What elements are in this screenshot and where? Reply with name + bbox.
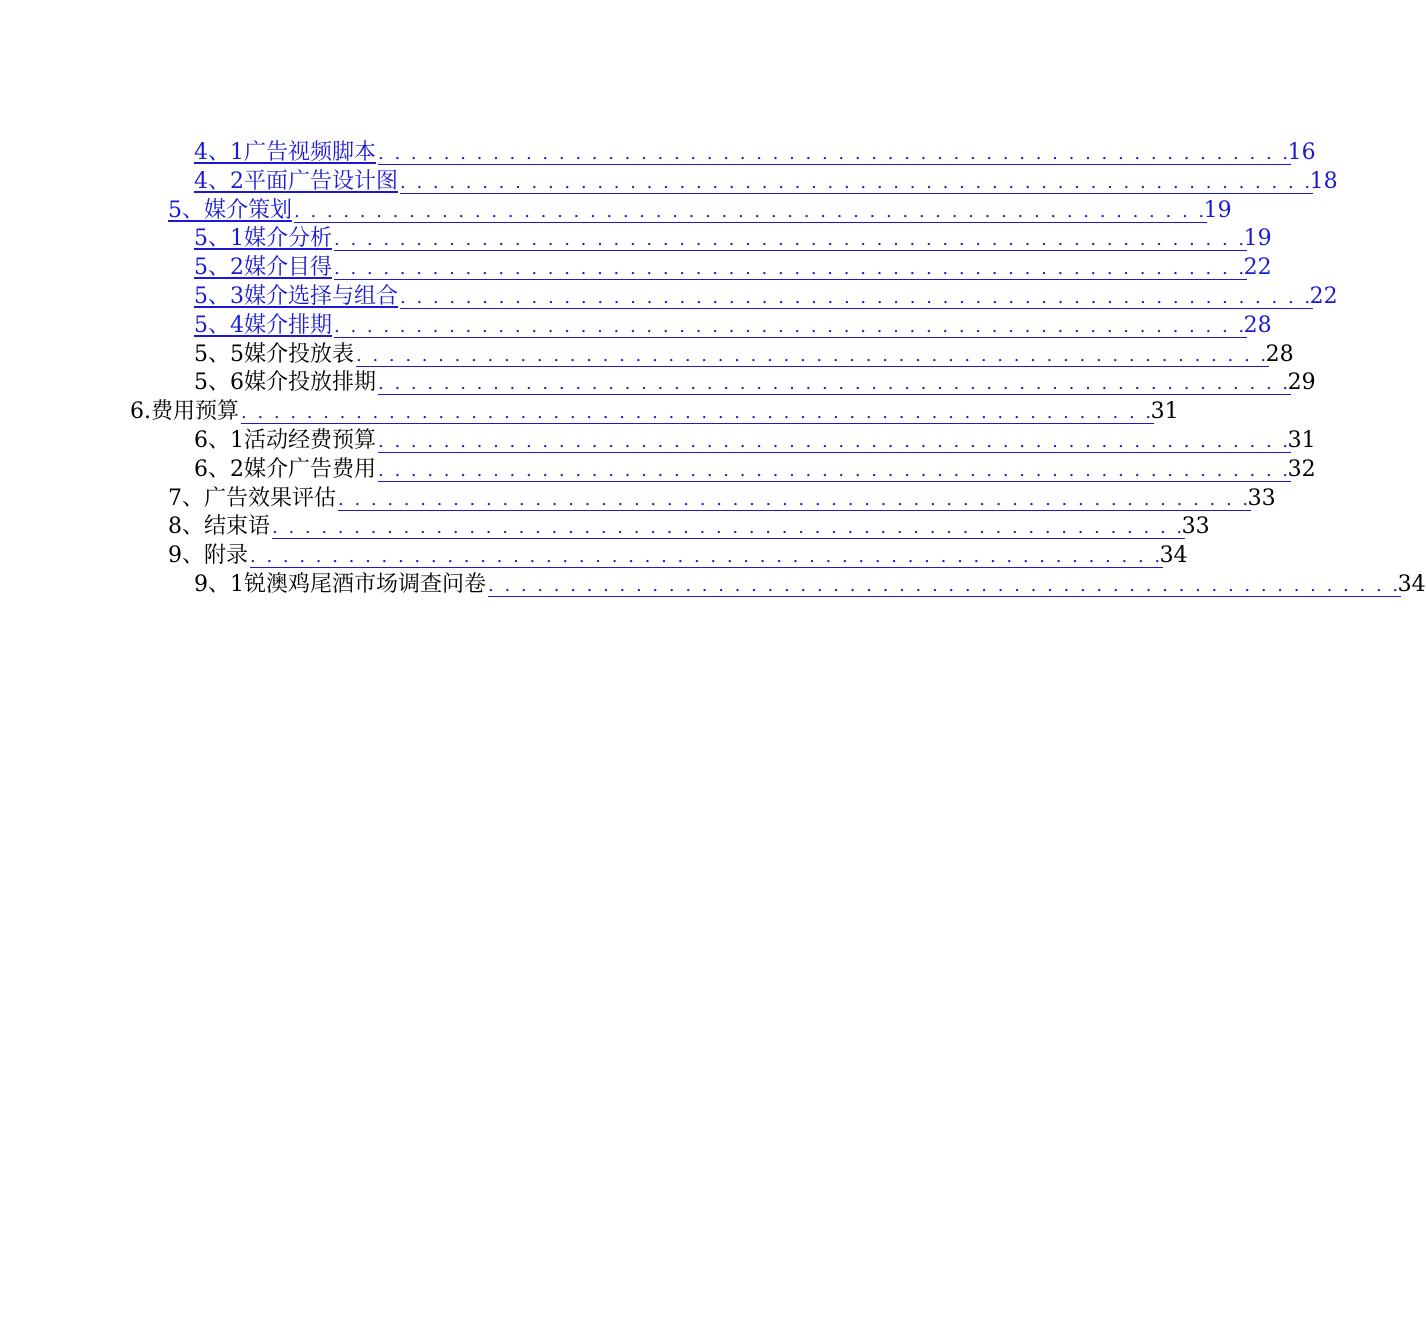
toc-entry-title[interactable]: 5、5媒介投放表 [194,341,354,367]
toc-dot-leader: . . . . . . . . . . . . . . . . . . . . . . . . . . . . . . . . . . . . . . . . . . . . . . . . . . . . . . . . [272,517,1185,539]
toc-dot-leader: . . . . . . . . . . . . . . . . . . . . . . . . . . . . . . . . . . . . . . . . . . . . . . . . . . . . . . . . [334,315,1247,337]
toc-page-number[interactable]: 31 [1287,427,1316,453]
toc-entry-title[interactable]: 9、附录 [168,543,248,569]
toc-dot-leader: . . . . . . . . . . . . . . . . . . . . . . . . . . . . . . . . . . . . . . . . . . . . . . . . . . . . . . . . [400,171,1313,193]
toc-entry[interactable] [0,485,1276,514]
toc-dot-leader: . . . . . . . . . . . . . . . . . . . . . . . . . . . . . . . . . . . . . . . . . . . . . . . . . . . . . . . . [356,344,1269,366]
toc-entry-title[interactable]: 8、结束语 [168,514,270,540]
toc-entry[interactable] [0,283,1338,312]
toc-dot-leader: . . . . . . . . . . . . . . . . . . . . . . . . . . . . . . . . . . . . . . . . . . . . . . . . . . . . . . . . [378,143,1291,164]
toc-page-number[interactable]: 28 [1265,341,1294,367]
toc-entry[interactable] [0,341,1294,370]
toc-entry[interactable] [0,398,1179,427]
toc-page-number[interactable]: 22 [1309,283,1338,309]
toc-entry-title[interactable]: 5、6媒介投放排期 [194,370,376,396]
toc-entry-title[interactable]: 5、3媒介选择与组合 [194,283,398,309]
toc-entry[interactable] [0,456,1316,485]
toc-page-number[interactable]: 18 [1309,168,1338,194]
toc-entry[interactable] [0,542,1188,571]
toc-entry-title[interactable]: 4、2平面广告设计图 [194,168,398,194]
toc-entry[interactable] [0,427,1316,456]
toc-page-number[interactable]: 19 [1203,197,1232,223]
toc-dot-leader: . . . . . . . . . . . . . . . . . . . . . . . . . . . . . . . . . . . . . . . . . . . . . . . . . . . . . . . . [378,459,1291,481]
toc-entry[interactable] [0,139,1316,168]
toc-page-number[interactable]: 33 [1181,514,1210,540]
toc-dot-leader: . . . . . . . . . . . . . . . . . . . . . . . . . . . . . . . . . . . . . . . . . . . . . . . . . . . . . . . . [241,402,1154,424]
toc-entry[interactable] [0,254,1272,283]
toc-page-number[interactable]: 29 [1287,370,1316,396]
toc-page-number[interactable]: 34 [1159,543,1188,569]
toc-entry-title[interactable]: 5、4媒介排期 [194,312,332,338]
toc-dot-leader: . . . . . . . . . . . . . . . . . . . . . . . . . . . . . . . . . . . . . . . . . . . . . . . . . . . . . . . . [488,574,1401,596]
toc-entry[interactable] [0,168,1338,197]
toc-entry-title[interactable]: 7、广告效果评估 [168,485,336,511]
toc-page-number[interactable]: 22 [1243,255,1272,281]
toc-entry-title[interactable]: 6.费用预算 [130,399,239,425]
toc-dot-leader: . . . . . . . . . . . . . . . . . . . . . . . . . . . . . . . . . . . . . . . . . . . . . . . . . . . . . . . . [400,286,1313,308]
table-of-contents [0,139,1426,600]
toc-dot-leader: . . . . . . . . . . . . . . . . . . . . . . . . . . . . . . . . . . . . . . . . . . . . . . . . . . . . . . . . [378,373,1291,395]
toc-entry-title[interactable]: 9、1锐澳鸡尾酒市场调查问卷 [194,571,486,597]
toc-entry[interactable] [0,197,1232,226]
toc-entry-title[interactable]: 6、2媒介广告费用 [194,456,376,482]
toc-entry[interactable] [0,369,1316,398]
toc-dot-leader: . . . . . . . . . . . . . . . . . . . . . . . . . . . . . . . . . . . . . . . . . . . . . . . . . . . . . . . . [334,258,1247,280]
toc-entry-title[interactable]: 6、1活动经费预算 [194,427,376,453]
toc-dot-leader: . . . . . . . . . . . . . . . . . . . . . . . . . . . . . . . . . . . . . . . . . . . . . . . . . . . . . . . . [294,200,1207,222]
toc-page-number[interactable]: 31 [1150,399,1179,425]
toc-entry-title[interactable]: 5、1媒介分析 [194,226,332,252]
toc-entry-title[interactable]: 5、媒介策划 [168,197,292,223]
toc-entry[interactable] [0,571,1426,600]
toc-entry[interactable] [0,312,1272,341]
toc-page-number[interactable]: 33 [1247,485,1276,511]
toc-page-number[interactable]: 34 [1397,571,1426,597]
toc-dot-leader: . . . . . . . . . . . . . . . . . . . . . . . . . . . . . . . . . . . . . . . . . . . . . . . . . . . . . . . . [334,229,1247,251]
toc-page-number[interactable]: 28 [1243,312,1272,338]
toc-entry-title[interactable]: 4、1广告视频脚本 [194,140,376,165]
toc-dot-leader: . . . . . . . . . . . . . . . . . . . . . . . . . . . . . . . . . . . . . . . . . . . . . . . . . . . . . . . . [338,488,1251,510]
toc-entry[interactable] [0,225,1272,254]
toc-dot-leader: . . . . . . . . . . . . . . . . . . . . . . . . . . . . . . . . . . . . . . . . . . . . . . . . . . . . . . . . [250,546,1163,568]
toc-page-number[interactable]: 16 [1287,140,1316,165]
toc-dot-leader: . . . . . . . . . . . . . . . . . . . . . . . . . . . . . . . . . . . . . . . . . . . . . . . . . . . . . . . . [378,430,1291,452]
toc-entry[interactable] [0,513,1210,542]
toc-entry-title[interactable]: 5、2媒介目得 [194,255,332,281]
toc-page-number[interactable]: 19 [1243,226,1272,252]
toc-page-number[interactable]: 32 [1287,456,1316,482]
